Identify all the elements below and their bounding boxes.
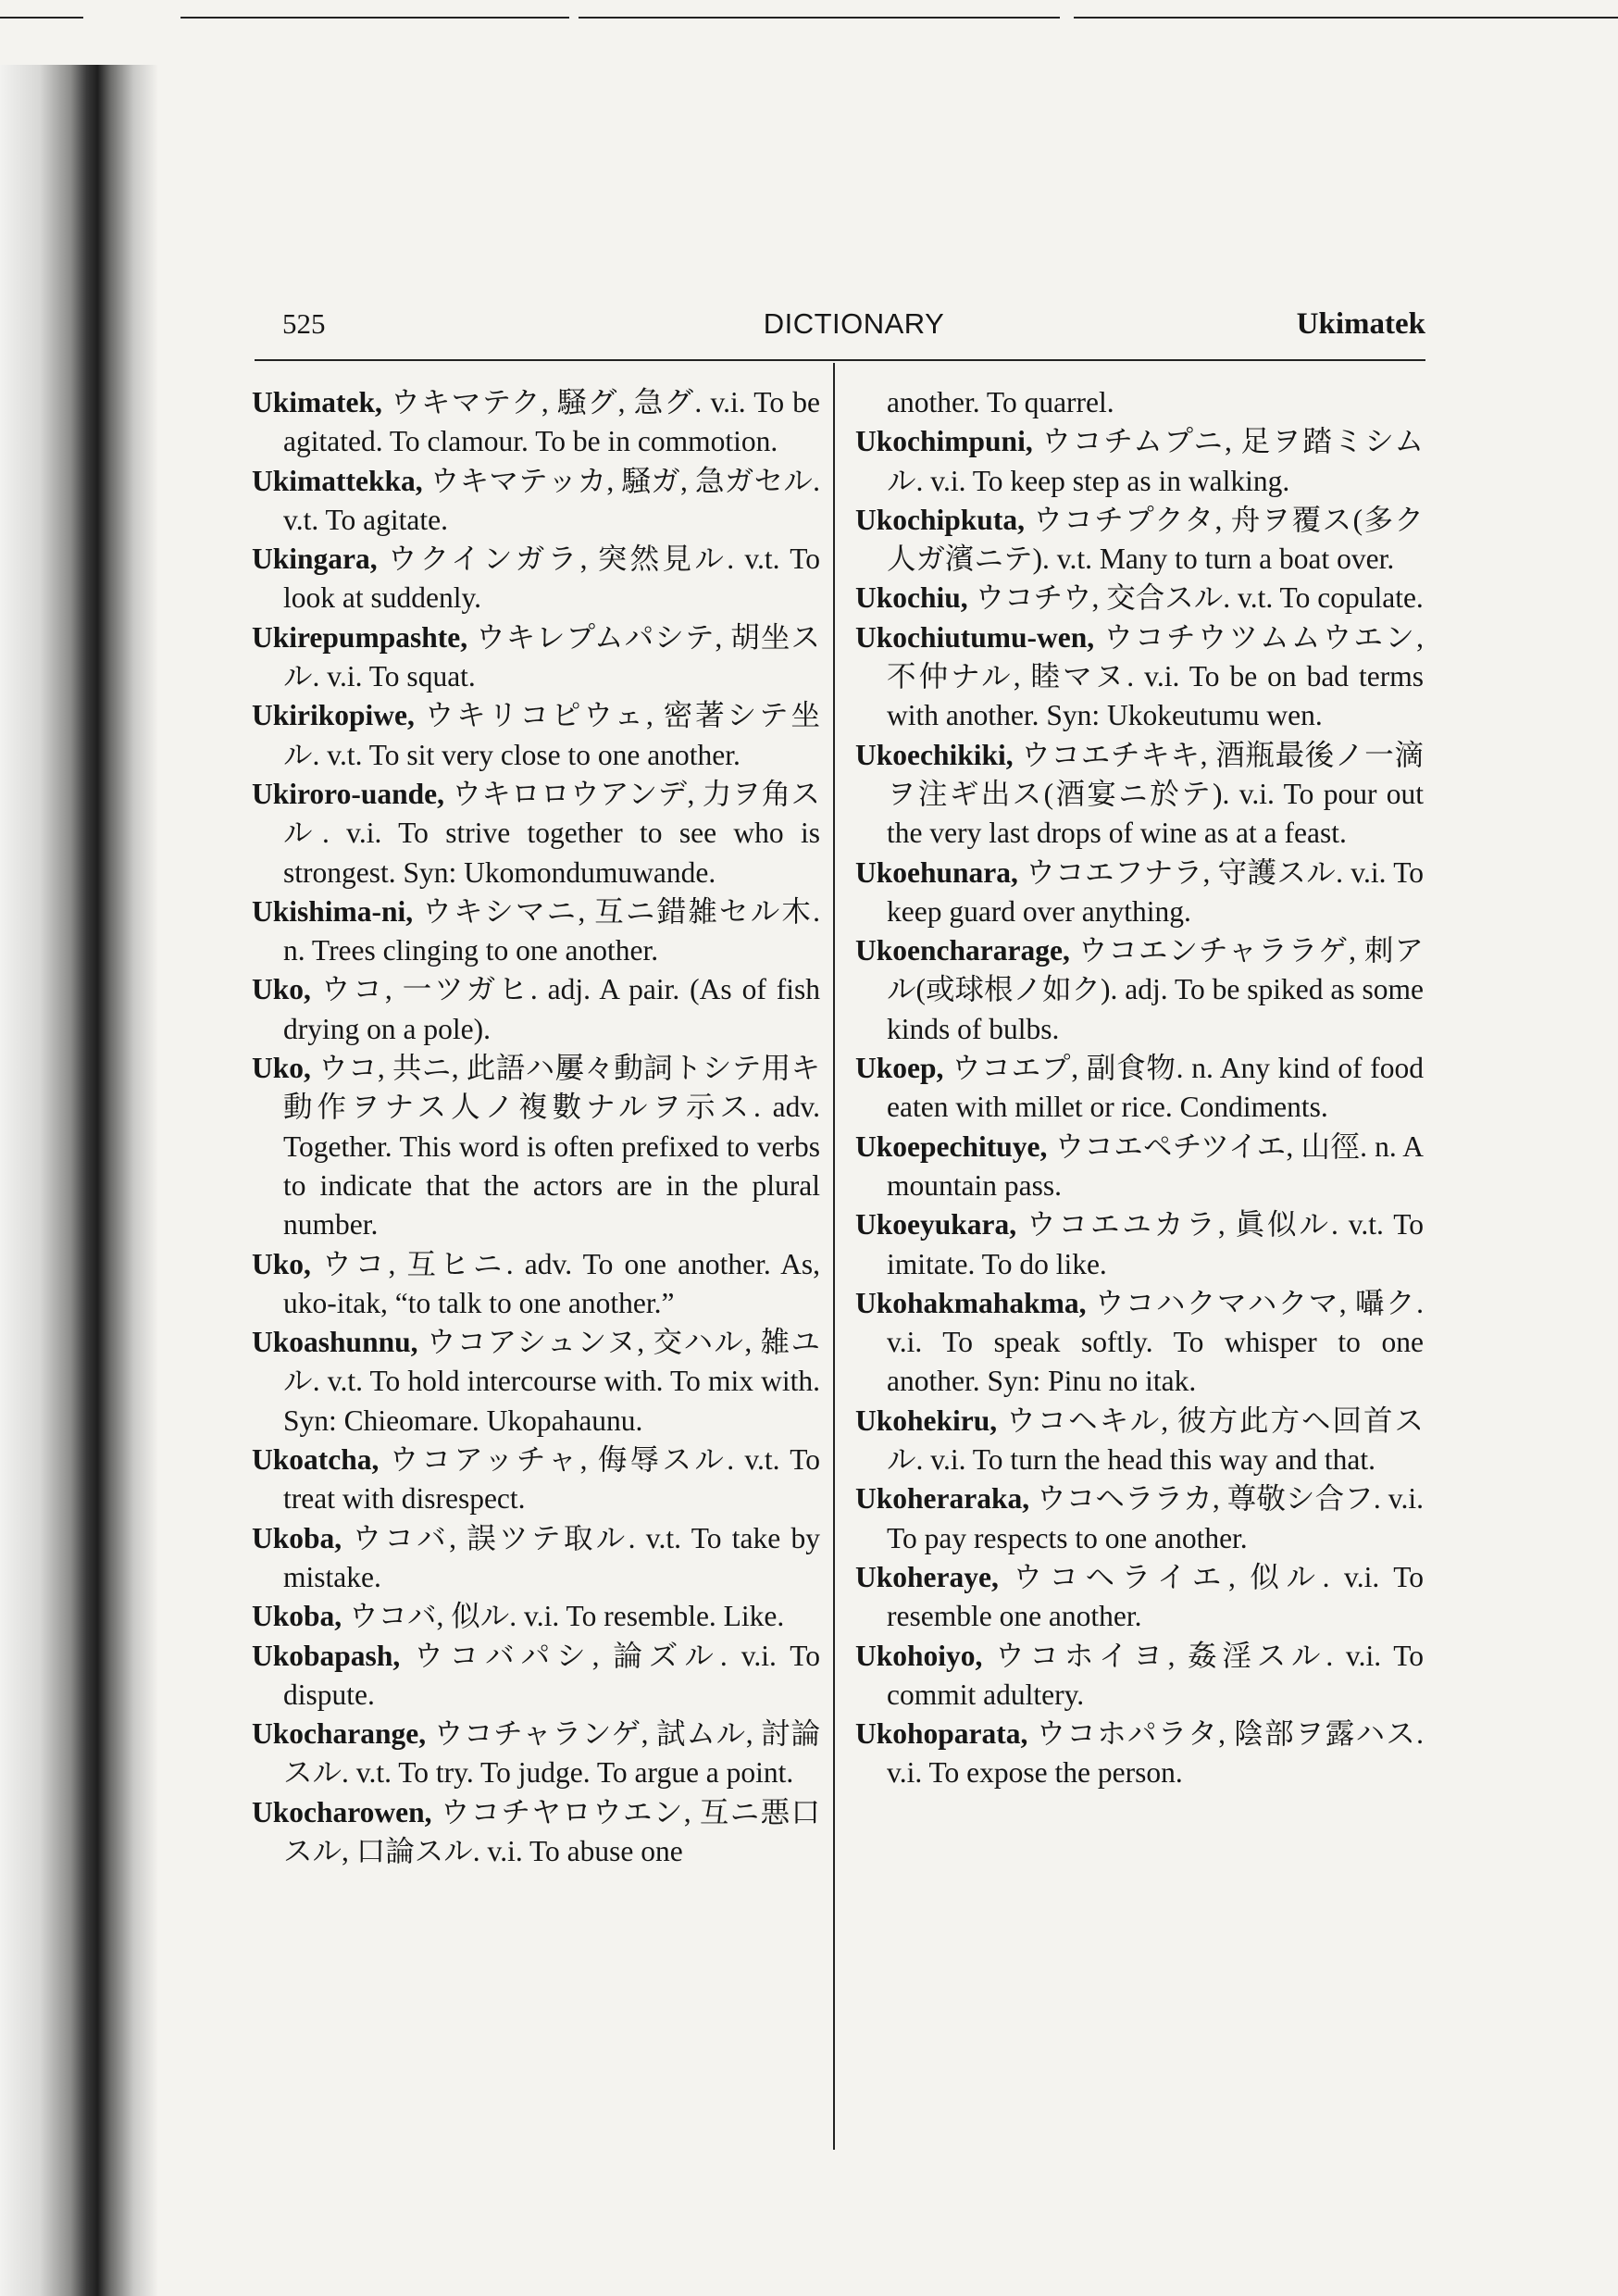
dictionary-entry bbox=[855, 931, 1424, 1049]
dictionary-entry bbox=[252, 775, 820, 892]
book-binding-shadow bbox=[0, 65, 157, 2296]
entry-headword: Ukochipkuta, bbox=[855, 503, 1025, 536]
entry-definition: ウコチウツムムウエン, 不仲ナル, 睦マヌ. v.i. To be on bad terms with another. Syn: Ukokeutumu wen. bbox=[887, 620, 1425, 732]
entry-definition: ウキロロウアンデ, 力ヲ角スル. v.i. To strive together to see who is strongest. Syn: Ukomondumuwande. bbox=[283, 777, 820, 889]
dictionary-entry bbox=[252, 892, 820, 971]
entry-definition: ウコエユカラ, 眞似ル. v.t. To imitate. To do like. bbox=[887, 1208, 1425, 1280]
dictionary-entry bbox=[252, 1441, 820, 1519]
dictionary-entry bbox=[252, 1049, 820, 1244]
dictionary-entry bbox=[855, 1205, 1424, 1284]
entry-headword: Ukoatcha, bbox=[252, 1443, 380, 1477]
entry-definition: ウコ, 一ツガヒ. adj. A pair. (As of fish drying on a pole). bbox=[283, 973, 820, 1045]
entry-definition: ウコエプ, 副食物. n. Any kind of food eaten with millet or rice. Condiments. bbox=[887, 1052, 1424, 1124]
entry-definition: ウコバパシ, 論ズル. v.i. To dispute. bbox=[283, 1639, 821, 1711]
running-title: DICTIONARY bbox=[763, 307, 945, 340]
dictionary-entry bbox=[252, 696, 820, 775]
dictionary-entry bbox=[252, 1323, 820, 1441]
dictionary-entry bbox=[252, 1637, 820, 1716]
entry-definition: ウコチウ, 交合スル. v.t. To copulate. bbox=[975, 581, 1424, 615]
entry-headword: Ukohakmahakma, bbox=[855, 1286, 1087, 1319]
entry-headword: Uko, bbox=[252, 1052, 311, 1085]
entry-headword: Ukoenchararage, bbox=[855, 934, 1070, 967]
entry-headword: Ukobapash, bbox=[252, 1639, 401, 1672]
scan-edge-line bbox=[180, 17, 569, 19]
dictionary-entry bbox=[855, 1479, 1424, 1558]
entry-definition: ウコエフナラ, 守護スル. v.i. To keep guard over anything. bbox=[887, 855, 1424, 928]
dictionary-entry bbox=[252, 1793, 820, 1872]
entry-definition: ウコチプクタ, 舟ヲ覆ス(多ク人ガ濱ニテ). v.t. Many to turn a boat over. bbox=[887, 503, 1424, 576]
dictionary-entry bbox=[252, 1245, 820, 1324]
entry-definition: ウコアッチャ, 侮辱スル. v.t. To treat with disrespect. bbox=[283, 1443, 821, 1516]
entry-definition: ウコチヤロウエン, 互ニ悪口スル, 口論スル. v.i. To abuse one bbox=[283, 1795, 820, 1867]
entry-headword: Ukohekiru, bbox=[855, 1404, 998, 1437]
entry-definition: ウキシマニ, 互ニ錯雑セル木. n. Trees clinging to one another. bbox=[283, 894, 820, 967]
entry-headword: Ukoechikiki, bbox=[855, 738, 1014, 771]
entry-definition: ウコバ, 似ル. v.i. To resemble. Like. bbox=[349, 1600, 785, 1633]
right-column bbox=[855, 383, 1424, 1793]
entry-headword: Ukochimpuni, bbox=[855, 425, 1033, 458]
entry-headword: Ukoheraye, bbox=[855, 1560, 999, 1593]
entry-definition: ウコホパラタ, 陰部ヲ露ハス. v.i. To expose the person. bbox=[887, 1717, 1425, 1790]
entry-definition: ウコチャランゲ, 試ムル, 討論スル. v.t. To try. To judge. To argue a point. bbox=[283, 1717, 820, 1790]
dictionary-entry bbox=[252, 383, 820, 462]
entry-headword: Ukingara, bbox=[252, 543, 378, 576]
entry-definition: ウコヘララカ, 尊敬シ合フ. v.i. To pay respects to one another. bbox=[887, 1482, 1425, 1554]
entry-definition: ウコヘキル, 彼方此方ヘ回首スル. v.i. To turn the head this way and that. bbox=[887, 1404, 1425, 1477]
dictionary-entry bbox=[855, 501, 1424, 580]
entry-headword: Ukochiutumu-wen, bbox=[855, 620, 1095, 654]
entry-definition: ウコ, 共ニ, 此語ハ屢々動詞トシテ用キ動作ヲナス人ノ複數ナルヲ示ス. adv. Together. This word is often prefixed to verbs to indicate that the actors are in the plural number. bbox=[283, 1052, 820, 1242]
dictionary-entry bbox=[855, 1128, 1424, 1206]
entry-headword: Ukocharowen, bbox=[252, 1795, 432, 1828]
entry-headword: Ukishima-ni, bbox=[252, 894, 414, 928]
scan-edge-line bbox=[579, 17, 1060, 19]
entry-definition: ウコ, 互ヒニ. adv. To one another. As, uko-itak, “to talk to one another.” bbox=[283, 1247, 821, 1319]
dictionary-entry bbox=[855, 579, 1424, 618]
entry-headword: Ukohoiyo, bbox=[855, 1639, 983, 1672]
left-column bbox=[252, 383, 820, 1871]
running-headword: Ukimatek bbox=[1296, 307, 1425, 341]
dictionary-entry bbox=[252, 462, 820, 541]
column-divider bbox=[833, 363, 835, 2150]
entry-headword: Ukiroro-uande, bbox=[252, 777, 444, 810]
dictionary-entry bbox=[855, 736, 1424, 854]
entry-headword: Ukoeyukara, bbox=[855, 1208, 1017, 1242]
entry-headword: Ukochiu, bbox=[855, 581, 968, 615]
dictionary-entry bbox=[855, 1637, 1424, 1716]
entry-definition: ウコエペチツイエ, 山徑. n. A mountain pass. bbox=[887, 1129, 1424, 1202]
entry-definition: ウコホイヨ, 姦淫スル. v.i. To commit adultery. bbox=[887, 1639, 1425, 1711]
entry-definition: ウキマテク, 騒グ, 急グ. v.i. To be agitated. To clamour. To be in commotion. bbox=[283, 386, 821, 458]
entry-definition: ウコヘライエ, 似ル. v.i. To resemble one another. bbox=[887, 1560, 1424, 1633]
dictionary-entry bbox=[855, 1715, 1424, 1793]
entry-headword: Uko, bbox=[252, 973, 311, 1006]
continuation-text: another. To quarrel. bbox=[887, 386, 1114, 418]
entry-headword: Ukoepechituye, bbox=[855, 1129, 1048, 1163]
entry-definition: ウコバ, 誤ツテ取ル. v.t. To take by mistake. bbox=[283, 1521, 820, 1593]
dictionary-entry bbox=[252, 618, 820, 697]
entry-headword: Ukirikopiwe, bbox=[252, 699, 415, 732]
entry-headword: Ukoba, bbox=[252, 1600, 342, 1633]
entry-definition: ウキリコピウェ, 密著シテ坐ル. v.t. To sit very close to one another. bbox=[283, 699, 820, 771]
page-number: 525 bbox=[282, 307, 326, 340]
dictionary-entry bbox=[855, 1402, 1424, 1480]
entry-headword: Ukoba, bbox=[252, 1521, 342, 1554]
entry-definition: ウキマテッカ, 騒ガ, 急ガセル. v.t. To agitate. bbox=[283, 464, 820, 536]
entry-definition: ウコエチキキ, 酒瓶最後ノ一滴ヲ注ギ出ス(酒宴ニ於テ). v.i. To pour out the very last drops of wine as at a feast. bbox=[887, 738, 1424, 850]
scan-edge-line bbox=[0, 17, 83, 19]
dictionary-entry bbox=[252, 540, 820, 618]
dictionary-entry bbox=[855, 1284, 1424, 1402]
dictionary-entry bbox=[252, 970, 820, 1049]
entry-headword: Uko, bbox=[252, 1247, 311, 1280]
dictionary-entry bbox=[252, 1519, 820, 1598]
dictionary-entry bbox=[855, 1558, 1424, 1637]
entry-definition: ウコエンチャララゲ, 刺アル(或球根ノ如ク). adj. To be spiked as some kinds of bulbs. bbox=[887, 934, 1425, 1045]
entry-definition: ウコハクマハクマ, 囁ク. v.i. To speak softly. To whisper to one another. Syn: Pinu no itak. bbox=[887, 1286, 1424, 1398]
entry-headword: Ukirepumpashte, bbox=[252, 620, 468, 654]
entry-headword: Ukoheraraka, bbox=[855, 1482, 1030, 1516]
page-header bbox=[282, 302, 1425, 354]
scan-edge-line bbox=[1074, 17, 1618, 19]
entry-headword: Ukoashunnu, bbox=[252, 1326, 418, 1359]
entry-headword: Ukocharange, bbox=[252, 1717, 427, 1751]
dictionary-entry bbox=[252, 1715, 820, 1793]
header-rule bbox=[255, 359, 1425, 361]
entry-headword: Ukohoparata, bbox=[855, 1717, 1028, 1751]
entry-headword: Ukoehunara, bbox=[855, 855, 1018, 889]
dictionary-entry bbox=[855, 618, 1424, 736]
dictionary-entry bbox=[855, 1049, 1424, 1128]
dictionary-entry bbox=[855, 422, 1424, 501]
dictionary-entry bbox=[855, 854, 1424, 932]
entry-headword: Ukimatek, bbox=[252, 386, 382, 418]
entry-headword: Ukoep, bbox=[855, 1052, 944, 1085]
entry-definition: ウキレプムパシテ, 胡坐スル. v.i. To squat. bbox=[283, 620, 820, 693]
entry-definition: ウクインガラ, 突然見ル. v.t. To look at suddenly. bbox=[283, 543, 820, 615]
entry-headword: Ukimattekka, bbox=[252, 464, 423, 497]
entry-definition: ウコチムプニ, 足ヲ踏ミシムル. v.i. To keep step as in walking. bbox=[887, 425, 1425, 497]
dictionary-entry bbox=[252, 1597, 820, 1636]
entry-definition: ウコアシュンヌ, 交ハル, 雑ユル. v.t. To hold intercourse with. To mix with. Syn: Chieomare. Ukopahaunu. bbox=[283, 1326, 820, 1437]
